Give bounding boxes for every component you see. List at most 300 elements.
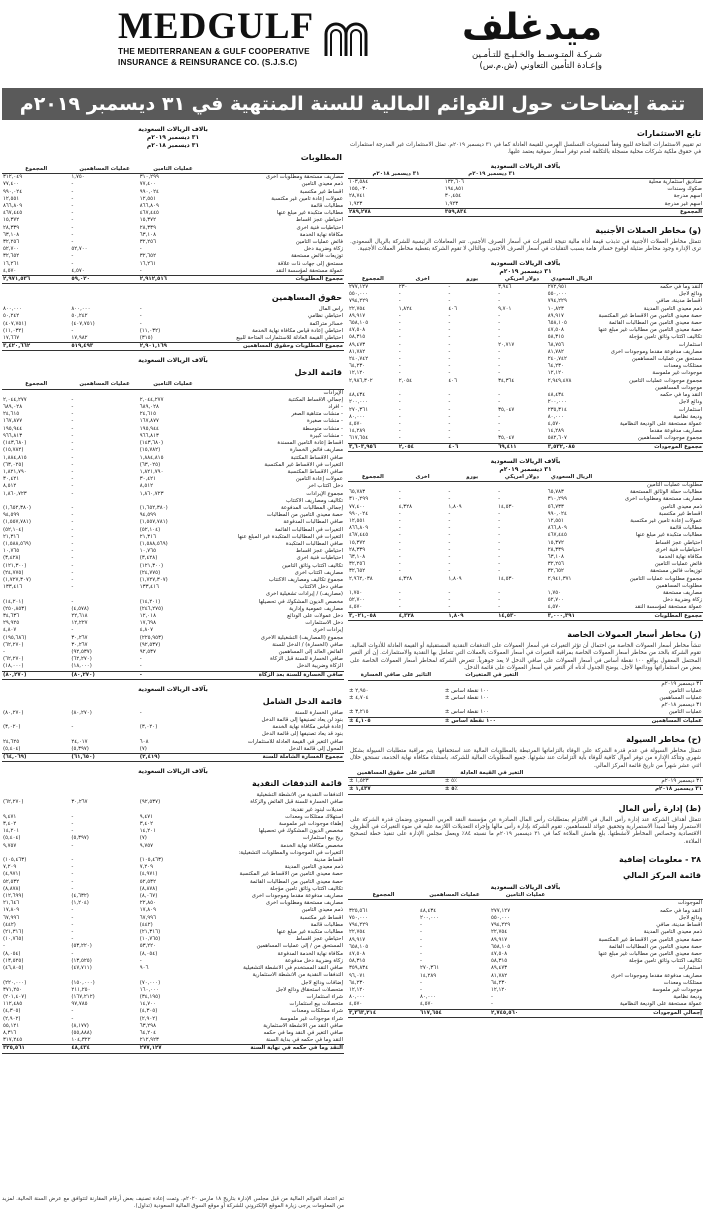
row-label: متحصلات استحقاق ودائع لأجل (275, 986, 343, 993)
table-cell: ٥٢,٧٠٠ (3, 246, 20, 253)
row-label: التغيرات في الأقساط غير المكتسبة (264, 461, 343, 468)
currency-risk-text: تتمثل مخاطر العملات الأجنبية في تذبذب قيمة أداة مالية نتيجة للتغيرات في أسعار الصرف الأجنبي. تتم المعاملات الرئيسية للشركة بالريال السعودي. ترى الإدارة وجود مخاطر ضئيلة لوقوع خسائر هامة بسبب التقلبات في أسعار الصرف الأجنبي، وبالتالي لا تقوم الشركة بتغطية مخاطر العملات الأجنبية. (350, 239, 701, 253)
table-cell (348, 900, 419, 908)
table-row (348, 496, 703, 503)
commission-risk-heading: (ز) مخاطر أسعار العمولات الخاصة (567, 629, 701, 639)
table-row (2, 469, 344, 476)
commission-risk-text: تنشأ مخاطر أسعار العمولات الخاصة من احتمال أن تؤثر التغيرات في أسعار العمولات على التدفقات النقدية المستقبلية أو القيمة العادلة للأدوات المالية. تقوم الشركة بالحد من مخاطر أسعار العمولات الخاصة بمراقبة التغيرات في أسعار العمولات بالعملات التي تتعامل بها النقدية والاستثمارات. إن أثر التغير المحتمل المعقول بواقع ١٠٠ نقطة أساس في أسعار العمولات على صافي الدخل لا يعد جوهرياً. تتعرض الشركة لمخاطر أسعار العمولات الخاصة على بعض من استثماراتها وودائعها لأجل. يوضح الجدول أدناه أثر التغير في أسعار العمولات على قائمة الدخل. (350, 642, 701, 671)
table-cell (447, 481, 497, 489)
row-label: عمولات إعادة تأمين غير مكتسبة (271, 195, 343, 202)
table-cell: (١,٥٥٧,٧٨١) (139, 519, 168, 526)
row-label: مخصص مكافأة نهاية الخدمة (280, 842, 343, 849)
table-total-row (2, 1045, 344, 1053)
row-label: صافي المطالبات المدفوعة (283, 519, 343, 526)
row-label: احتياطيات فنية أخرى (655, 546, 702, 553)
capital-management-text: تتمثل أهداف الشركة عند إدارة رأس المال في الالتزام بمتطلبات رأس المال الصادرة عن مؤسسة النقد العربي السعودي وضمان قدرة الشركة على الاستمرار وفقاً لمبدأ الاستمرارية وتحقيق عوائد للمساهمين. تقوم الشركة بإدارة رأس مالها وإجراء التعديلات اللازمة عليه في ضوء التغيرات في الظروف الاقتصادية وخصائص المخاطر لأنشطتها. بلغ هامش الملاءة كما في ٣١ ديسمبر ٢٠١٩م ما نسبته ٨٤٪ ويعمل مجلس الإدارة على تنفيذ خطة لتصحيح الملاءة. (350, 816, 702, 845)
table-cell: ٥٢,٧٠٠ (71, 246, 88, 253)
table-cell: ٥٨٢,٦٠٧ (547, 435, 567, 442)
table-cell: ٢,٩٤١,٣٧١ (547, 575, 572, 582)
table-row (2, 1016, 344, 1023)
row-label: ٣١ ديسمبر ٢٠١٨م (540, 786, 703, 794)
table-cell: ± ١٠٠ نقطة أساس (444, 695, 489, 702)
table-cell: (٤٤٢) (3, 921, 16, 928)
table-cell: (٢٤٦,٢٧٥) (139, 605, 164, 612)
table-cell: - (448, 334, 451, 341)
table-row (2, 739, 344, 746)
table-row (348, 937, 703, 944)
table-row (348, 590, 703, 597)
income-statement-heading: قائمة الدخل (294, 368, 342, 378)
table-cell: ٧,٢٠٩ (139, 864, 154, 871)
row-label: (مصاريف) / إيرادات تشغيلية أخرى (265, 591, 343, 598)
table-cell: - (71, 396, 74, 403)
table-row (348, 201, 703, 209)
table-cell: ٧٩٤,٢٢٩ (547, 298, 567, 305)
table-cell: ٢٤,٦١٥ (139, 411, 156, 418)
table-row (2, 871, 344, 878)
row-label: مكافأة نهاية الخدمة (299, 231, 343, 238)
table-cell: ١٧,٨٠٩ (139, 907, 156, 914)
table-cell: - (71, 210, 74, 217)
table-cell (547, 583, 597, 590)
table-cell: ٢,٩١٢,٥١٦ (139, 276, 207, 284)
table-cell: ١٧,٦٦٧ (3, 335, 20, 342)
row-label: وديعة نظامية (673, 994, 702, 1001)
table-cell: ٦٣,١٠٨ (3, 231, 20, 238)
table-caption: بآلاف الريالات السعودية (138, 126, 208, 133)
row-label: مجموع المطلوبات (596, 612, 703, 620)
table-row (348, 709, 703, 717)
table-cell: ٢٨,٣٣٩ (547, 546, 564, 553)
table-cell: ٦١٧,٦٥٤ (419, 1009, 490, 1017)
tagline-ar-1: شـركـة المتـوسـط والخـليـج للتـأمـين (471, 50, 602, 60)
table-cell: ٣٢٥,٥٦١ (2, 1045, 70, 1053)
table-cell: ١٠,٧٦٥ (139, 548, 156, 555)
table-cell: - (498, 320, 501, 327)
table-cell: ٢٤,٦١٥ (3, 411, 20, 418)
table-row (348, 193, 703, 200)
table-row (348, 973, 703, 980)
table-cell: - (71, 936, 74, 943)
table-cell: ٦٩,٤١١ (497, 443, 547, 451)
table-cell: ٧٧,٤٠٠ (139, 181, 156, 188)
table-cell: ٩٦٦,٨١٣ (3, 432, 23, 439)
row-label: احتياطيات فنية أخرى (296, 224, 343, 231)
table-cell: ٦٨,٧٥٦ (547, 341, 564, 348)
table-cell: ٧٩٤,٢٢٩ (349, 298, 369, 305)
table-cell: (١٠٥,٤٦٣) (139, 857, 164, 864)
table-cell: ٩٩٠,٠٢٤ (139, 188, 159, 195)
table-row (2, 404, 344, 411)
table-cell: - (3, 943, 5, 950)
table-cell: ١,٩٢٣ (444, 200, 459, 207)
table-cell: ٨٠,٠٠٠ (547, 413, 564, 420)
table-header-row (348, 276, 703, 284)
table-cell: - (71, 483, 74, 490)
table-cell: ٣٢٥,٥٦١ (349, 907, 369, 914)
table-cell: - (71, 864, 74, 871)
table-row (348, 908, 703, 915)
table-cell (348, 481, 398, 489)
row-label: التدفقات النقدية من الأنشطة التشغيلية (256, 792, 343, 799)
table-cell: ٤٦٧,٤٤٥ (349, 532, 369, 539)
table-cell: ± ١٠٠ نقطة أساس (444, 687, 489, 694)
table-cell: - (398, 356, 401, 363)
table-row (2, 203, 344, 210)
liabilities-table (2, 166, 344, 284)
table-cell: ٩٤,٥٩٩ (139, 512, 156, 519)
column-header: ٣١ ديسمبر ٢٠١٨م (348, 171, 444, 179)
table-cell: (١٠,٧٦٥) (3, 936, 24, 943)
table-cell: - (3, 648, 5, 655)
row-label: مستحق من عمليات المساهمين (631, 356, 702, 363)
comprehensive-income-table (2, 710, 344, 762)
table-cell: ٢,٩٤٩,٤٧٨ (547, 377, 572, 384)
row-label: مطالبات متكبدة غير مبلغ عنها (276, 210, 343, 217)
table-cell: (٨,٠٥٤) (3, 950, 21, 957)
table-cell (2, 731, 70, 738)
row-label: مخصص الديون المشكوك في تحصيلها (258, 598, 343, 605)
table-cell: - (398, 370, 401, 377)
table-cell: ١٦٧,٨٧٧ (139, 418, 159, 425)
table-cell: ٣١٢,٠٤٩ (3, 174, 23, 181)
row-label: مصاريف مدفوعة مقدماً (649, 428, 702, 435)
table-cell: ± ٤,١٠٥ (348, 717, 444, 725)
table-cell: ١٢,١٢٠ (547, 370, 564, 377)
table-header-row (348, 770, 703, 778)
table-cell: ٢,٩٧١,٥٣٦ (2, 276, 70, 284)
table-cell: ٨,٣١٦ (3, 1029, 17, 1036)
table-cell: (١٠,٧٦٥) (139, 936, 161, 943)
table-cell: - (498, 489, 501, 496)
table-cell: ٦٣,١٠٨ (547, 553, 564, 560)
table-cell: - (420, 943, 422, 950)
row-label: التدفقات النقدية من الأنشطة الاستثمارية (252, 972, 343, 979)
table-cell: - (498, 532, 501, 539)
table-cell (139, 389, 207, 397)
table-row (348, 378, 703, 385)
table-cell: ٤,٥٧٠ (349, 1001, 363, 1008)
table-cell: ١٤,٢٨٩ (349, 428, 366, 435)
table-cell: ٤,٥٧٠ (547, 420, 562, 427)
table-cell: ٣٠,٤٥٤ (444, 193, 462, 200)
table-cell: (٤,٣٠٥) (3, 1008, 21, 1015)
column-header: الريال السعودي (547, 474, 597, 482)
table-cell: ١٢,١٢٠ (491, 986, 508, 993)
row-label: ممتلكات ومعدات (663, 363, 702, 370)
table-cell: ١٥,٣٧٢ (3, 217, 20, 224)
row-label: مجموع موجودات عمليات التأمين (629, 377, 702, 384)
row-label: موجودات غير ملموسة (652, 986, 702, 993)
table-cell: ٥٥,١٢١ (3, 1022, 20, 1029)
table-cell: ٨١,٧٨٢ (349, 348, 366, 355)
table-cell: ٣١٠,٢٩٩ (349, 496, 369, 503)
row-label: عمولات إعادة تأمين غير مكتسبة (630, 517, 702, 524)
table-cell: (٤٠٧,٧٥١) (71, 320, 95, 327)
table-cell: - (71, 461, 74, 468)
table-period: ٣١ ديسمبر ٢٠١٩م (499, 267, 552, 275)
table-cell: - (398, 341, 401, 348)
table-cell: (١,٥٨٨,٥٦٩) (3, 540, 31, 547)
row-label: حصة معيدي التأمين من المطالبات (266, 512, 343, 519)
table-cell: ١٢,١٢٠ (349, 986, 366, 993)
row-label: دخل عمولات على الودائع (287, 612, 343, 619)
row-label: فائض عمليات التأمين (295, 239, 343, 246)
table-cell: ٦٣,١٠٨ (139, 231, 156, 238)
table-cell: ٣٢,٦٥٢ (139, 253, 156, 260)
table-cell: - (448, 597, 451, 604)
table-cell: (١١,٠٣٢) (3, 327, 24, 334)
row-label: حصة معيدي التأمين من مطالبات غير مبلغ عنها (598, 950, 702, 957)
table-cell (547, 385, 597, 392)
table-cell: - (398, 435, 401, 442)
table-cell: (١٣,٥٢٥) (71, 957, 92, 964)
table-cell: (١٤,٢٠١) (3, 598, 24, 605)
table-cell: ٨٠,٠٠٠ (349, 413, 366, 420)
table-cell: ± ٢,٩٥٠ (349, 687, 369, 694)
column-header: التغير في القيمة العادلة (444, 770, 540, 778)
table-cell: - (71, 454, 74, 461)
row-label: عمليات التأمين (668, 687, 702, 694)
table-row (2, 498, 344, 505)
row-label: صافي التغير في النقد وما في حكمه (263, 1029, 343, 1036)
row-label: مجموع المطلوبات وحقوق المساهمين (207, 343, 344, 351)
table-cell: ٨٩,٩١٧ (349, 936, 366, 943)
table-total-row (2, 754, 344, 762)
table-cell (70, 731, 138, 738)
table-row (2, 570, 344, 577)
row-label: مصاريف عمومية وإدارية (289, 605, 343, 612)
table-row (2, 936, 344, 943)
table-cell: ٥٣,٢٢٠ (139, 943, 156, 950)
row-label: صافي (الخسارة) / الدخل للسنة (272, 641, 343, 648)
table-cell (2, 389, 70, 397)
table-cell: (٥,٣٩٧) (71, 835, 89, 842)
table-cell: - (398, 496, 401, 503)
table-cell: - (71, 404, 74, 411)
table-cell: ١,٨٢١,٧٩٠ (3, 468, 27, 475)
table-cell: ٣,٤٠٢ (3, 821, 17, 828)
table-cell: - (71, 526, 74, 533)
table-cell: ٢٨٩,٢٧٨ (348, 208, 444, 216)
table-cell: - (139, 656, 142, 663)
table-cell: ٤٠٦ (448, 305, 458, 312)
table-cell: ٢٣٥,٣١٤ (547, 406, 567, 413)
table-cell: ١,٧٥٠ (547, 589, 562, 596)
table-cell: ٢,٩٠١,١٦٩ (139, 343, 207, 351)
table-row (2, 814, 344, 821)
table-cell: - (448, 392, 451, 399)
table-cell: ٥٢,٥٣٢ (3, 878, 20, 885)
row-label: أقساط إعادة التأمين المسندة (277, 440, 343, 447)
table-cell: - (498, 420, 501, 427)
cash-flow-block (2, 768, 344, 1053)
table-cell: - (71, 821, 74, 828)
table-cell: (١٨,٠٠٠) (71, 663, 92, 670)
table-cell: (٦١,٦٥٠) (70, 754, 138, 762)
table-cell: ٤٦٧,٤٤٥ (139, 210, 159, 217)
table-cell: - (71, 598, 74, 605)
table-cell: - (448, 604, 451, 611)
table-cell: ٢٧٧,١٢٧ (491, 907, 511, 914)
table-cell: ٣٤,٣٦٤ (498, 377, 515, 384)
row-label: مجموع تكاليف ومصاريف الاكتتاب (268, 576, 343, 583)
table-cell: ٤٨,٤٣٤ (420, 907, 437, 914)
table-cell: ١٤,٢٠١ (139, 828, 156, 835)
table-cell: ٥١٩,٤٩٣ (70, 343, 138, 351)
table-cell: ٨٦٦,٨٠٩ (139, 203, 159, 210)
table-cell: - (71, 724, 74, 731)
table-total-row (2, 671, 344, 679)
table-cell (419, 900, 490, 908)
table-cell: ١,٨٦٠,٧٢٣ (3, 490, 27, 497)
row-label: إعادة قياس مكافأة نهاية الخدمة (272, 724, 343, 731)
row-label: ودائع لأجل (678, 399, 702, 406)
table-cell: - (398, 561, 401, 568)
page-header (0, 0, 705, 86)
table-row (348, 994, 703, 1001)
currency-liabilities-table (348, 474, 703, 621)
table-cell: - (139, 663, 142, 670)
table-cell: ٢,٩٨٦,٣٠٢ (349, 377, 373, 384)
table-cell: ٩,٧٥٧ (3, 842, 17, 849)
logo-arabic (372, 6, 602, 72)
table-cell: - (398, 546, 401, 553)
table-cell: ٥٥٠,٠٠٠ (547, 291, 567, 298)
table-cell: ١٢,٢٢٧ (71, 620, 88, 627)
table-row (348, 915, 703, 922)
table-row (2, 253, 344, 260)
row-label: عمولة مستحقة على الوديعة النظامية (620, 420, 702, 427)
table-cell: ٨٠٠,٠٠٠ (71, 306, 91, 313)
table-cell: (٨,١٧٧) (71, 1022, 89, 1029)
row-label: زكاة وضريبة دخل (303, 246, 343, 253)
table-row (2, 606, 344, 613)
table-cell: ٣٢,٦٥٢ (349, 568, 366, 575)
table-cell: (١,٦٥٢,٣٨٠) (139, 504, 168, 511)
table-cell: ١٤,٢٨٩ (547, 428, 564, 435)
table-cell (70, 792, 138, 799)
table-cell: ٣٠,٢٦٧ (71, 641, 88, 648)
table-cell: ٢,٠٥٤ (398, 377, 412, 384)
table-cell: (٤٤٢) (139, 921, 153, 928)
table-cell: - (498, 589, 501, 596)
table-row (348, 504, 703, 511)
table-cell: - (71, 253, 74, 260)
table-cell: - (398, 334, 401, 341)
table-cell: ١٠,٧٦٥ (3, 548, 20, 555)
table-cell: - (71, 432, 74, 439)
row-label: حصة معيدي التأمين من الأقساط غير المكتسبة (239, 871, 343, 878)
table-cell: (٨,٠٦٧) (139, 893, 158, 900)
table-cell: (٤٧,٧١١) (71, 965, 92, 972)
table-cell: ٨٦٦,٨٠٩ (349, 525, 369, 532)
table-header-row (348, 672, 703, 680)
row-label: صافي المطالبات المتكبدة (285, 540, 343, 547)
column-header: المجموع (348, 892, 419, 900)
row-label: ذمم معيدي التأمين المدينة (643, 305, 702, 312)
left-column (2, 126, 344, 1216)
table-cell: - (71, 1008, 74, 1015)
label-column-header (561, 892, 703, 900)
table-cell: ٢,٠٤٤,٢٧٧ (139, 396, 164, 403)
row-label: مجموع الخسارة الشاملة للسنة (207, 754, 344, 762)
row-label: ٣١ ديسمبر ٢٠١٩م (661, 778, 702, 785)
row-label: تكاليف اكتتاب وثائق تأمين مؤجلة (628, 334, 702, 341)
table-total-row (348, 443, 703, 451)
table-cell: - (448, 489, 451, 496)
table-cell: ٢٢,٦١٨ (71, 612, 88, 619)
row-label: صافي الأقساط المكتسبة (287, 468, 343, 475)
row-label: إجمالي المطالبات المدفوعة (280, 504, 343, 511)
table-row (2, 613, 344, 620)
table-cell: ٢١,٣١٦ (3, 533, 20, 540)
table-cell: ± ٣,٢١٥ (349, 709, 369, 716)
table-cell: ٥٥٠,٠٠٠ (491, 914, 511, 921)
table-cell: ٢٢,٧٥٤ (349, 929, 366, 936)
table-cell: - (448, 363, 451, 370)
table-cell: - (139, 320, 142, 327)
table-header-row (2, 166, 344, 174)
table-row (2, 541, 344, 548)
table-row (348, 334, 703, 341)
table-row (2, 418, 344, 425)
row-label: الزكاة وضريبة الدخل (296, 663, 343, 670)
table-row (348, 179, 703, 187)
table-cell: ٤,٥٧٠ (3, 267, 17, 274)
table-cell: - (71, 540, 74, 547)
table-row (2, 893, 344, 900)
table-cell: (٣,٠٢٠) (139, 724, 158, 731)
table-row (348, 298, 703, 305)
table-row (2, 239, 344, 246)
table-row (2, 635, 344, 642)
row-label: أقساط مدينة (314, 857, 343, 864)
table-cell (348, 702, 444, 709)
column-header: عمليات التأمين (139, 381, 207, 389)
financial-table (348, 171, 703, 217)
investments-table (348, 171, 703, 217)
table-cell (70, 498, 138, 505)
table-cell (70, 850, 138, 857)
table-cell: ١٦٠,٠٠٠ (139, 986, 159, 993)
row-label: ودائع لأجل (678, 914, 702, 921)
table-cell: - (398, 363, 401, 370)
table-cell: ١٩٥,٩٤٤ (139, 425, 159, 432)
table-cell: ٦٤,٢٣٠ (547, 363, 564, 370)
row-label: إطفاء موجودات غير ملموسة (279, 821, 343, 828)
row-label: النقد وما في حكمه (660, 907, 702, 914)
table-cell: (٣,٤٢٨) (3, 555, 21, 562)
column-header: عمليات التأمين (139, 166, 207, 174)
table-row (2, 313, 344, 320)
table-caption: بآلاف الريالات السعودية (138, 357, 208, 365)
table-cell: ٩,٧٠١ (498, 305, 512, 312)
row-label: استثمارات (678, 406, 702, 413)
table-row (2, 306, 344, 313)
table-cell: ٩,٤٧١ (139, 813, 154, 820)
table-cell: ١٧,٨٠٩ (3, 907, 20, 914)
investments-note (348, 126, 703, 157)
table-cell: ٥٦,٧٣٣ (547, 503, 564, 510)
table-cell (2, 717, 70, 724)
table-cell: (٢٢٥,٩٥٣) (139, 634, 164, 641)
table-cell: - (71, 217, 74, 224)
table-cell: ١,٨٢١,٧٩٠ (139, 468, 164, 475)
table-cell: (٥,٤٠٤) (3, 745, 21, 752)
row-label: صافي الأقساط المكتتبة (290, 454, 343, 461)
table-cell: (٨,٨٧٨) (3, 885, 21, 892)
